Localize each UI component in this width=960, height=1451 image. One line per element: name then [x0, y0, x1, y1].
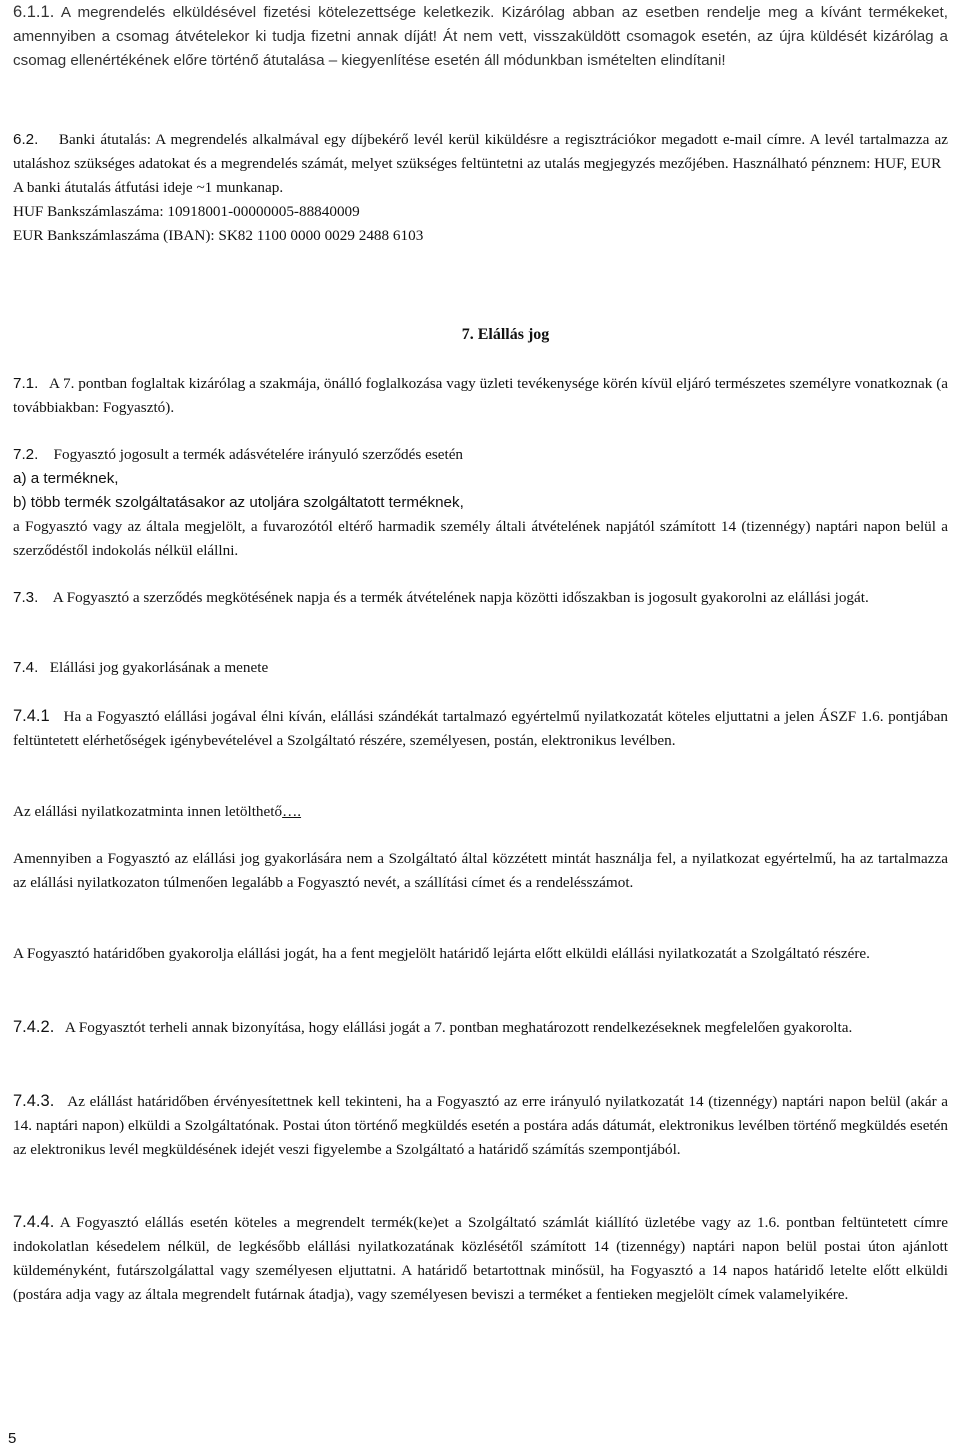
eur-account: EUR Bankszámlaszáma (IBAN): SK82 1100 0000 0029 2488 6103	[13, 227, 424, 244]
section-tail: a Fogyasztó vagy az általa megjelölt, a fuvarozótól eltérő harmadik személy általi átvételének napjától számított 14 (tizennégy) naptári napon belül a szerződéstől indokolás nélkül elállni.	[13, 518, 948, 559]
section-7-4-3	[13, 1089, 948, 1162]
list-item-a: a) a terméknek,	[13, 470, 119, 487]
list-item-b: b) több termék szolgáltatásakor az utoljára szolgáltatott terméknek,	[13, 494, 464, 511]
section-text: A Fogyasztót terheli annak bizonyítása, hogy elállási jogát a 7. pontban meghatározott rendelkezéseknek megfelelően gyakorolta.	[64, 1019, 853, 1036]
section-text: Ha a Fogyasztó elállási jogával élni kíván, elállási szándékát tartalmazó egyértelmű nyilatkozatát köteles eljuttatni a jelen ÁSZF 1.6. pontjában feltüntetett elérhetőségek igénybevételével a Szolgáltató részére, személyesen, postán, elektronikus levélben.	[13, 708, 948, 749]
section-number: 7.4.4.	[13, 1213, 55, 1231]
section-text: A 7. pontban foglaltak kizárólag a szakmája, önálló foglalkozása vagy üzleti tevékenysége körén kívül eljáró természetes személyre vonatkoznak (a továbbiakban: Fogyasztó).	[13, 375, 948, 416]
download-text: Az elállási nyilatkozatminta innen letölthető	[13, 803, 283, 820]
transfer-time: A banki átutalás átfutási ideje ~1 munkanap.	[13, 179, 284, 196]
section-7-4-4	[13, 1210, 948, 1307]
section-number: 7.4.	[13, 659, 39, 676]
download-line	[13, 800, 948, 824]
section-text: A Fogyasztó elállás esetén köteles a megrendelt termék(ke)et a Szolgáltató számlát kiállító üzletébe vagy az 1.6. pontban feltüntetett címre indokolatlan késedelem nélkül, de legkésőbb elállási nyilatkozatának közlésétől számított 14 (tizennégy) naptári napon belül postai úton ajánlott küldeményként, futárszolgálattal vagy személyesen eljuttatni. A határidő betartottnak minősül, ha Fogyasztó a 14 napos határidő letelte előtt elküldi (postára adja vagy az általa megrendelt futárnak átadja), vagy személyesen beviszi a terméket a fentieken megjelölt címek valamelyikére.	[13, 1214, 948, 1303]
section-number: 7.1.	[13, 375, 39, 392]
section-number: 7.4.1	[13, 707, 50, 725]
section-text: A Fogyasztó a szerződés megkötésének napja és a termék átvételének napja közötti időszakban is jogosult gyakorolni az elállási jogát.	[52, 589, 869, 606]
paragraph-text: A Fogyasztó határidőben gyakorolja elállási jogát, ha a fent megjelölt határidő lejárta előtt elküldi elállási nyilatkozatát a Szolgáltató részére.	[13, 945, 870, 962]
section-7-3	[13, 586, 948, 610]
section-7-4	[13, 656, 948, 680]
paragraph-template	[13, 847, 948, 895]
section-text: A megrendelés elküldésével fizetési kötelezettsége keletkezik. Kizárólag abban az esetben rendelje meg a kívánt termékeket, amennyiben a csomag átvételekor ki tudja fizetni annak díját! Át nem vett, visszaküldött csomagok esetén, az újra küldését kizárólag a csomag ellenértékének előre történő átutalása – kiegyenlítése esetén áll módunkban ismételten elindítani!	[13, 4, 948, 69]
page-number: 5	[8, 1430, 17, 1447]
download-link[interactable]: ….	[282, 803, 302, 820]
section-text: Az elállást határidőben érvényesítettnek kell tekinteni, ha a Fogyasztó az erre irányuló nyilatkozatát 14 (tizennégy) naptári napon belül (akár a 14. naptári napon) elküldi a Szolgáltatónak. Postai úton történő megküldés esetén a postára adás dátumát, elektronikus levélben történő megküldés esetén az elektronikus levél megküldésének idejét veszi figyelembe a Szolgáltató a határidő számítás szempontjából.	[13, 1093, 948, 1158]
section-number: 7.4.2.	[13, 1018, 55, 1036]
section-7-1	[13, 372, 948, 420]
paragraph-text: Amennyiben a Fogyasztó az elállási jog gyakorlására nem a Szolgáltató által közzétett mintát használja fel, a nyilatkozat egyértelmű, ha az tartalmazza az elállási nyilatkozaton túlmenően legalább a Fogyasztó nevét, a szállítási címet és a rendelésszámot.	[13, 850, 948, 891]
huf-account: HUF Bankszámlaszáma: 10918001-00000005-88840009	[13, 203, 360, 220]
section-text: Banki átutalás: A megrendelés alkalmával egy díjbekérő levél kerül kiküldésre a regisztrációkor megadott e-mail címre. A levél tartalmazza az utaláshoz szükséges adatokat és a megrendelés számát, melyet szükséges feltüntetni az utalás megjegyzés mezőjében. Használható pénznem: HUF, EUR	[13, 131, 948, 172]
section-number: 6.2.	[13, 131, 39, 148]
section-7-4-2	[13, 1015, 948, 1040]
section-text: Fogyasztó jogosult a termék adásvételére irányuló szerződés esetén	[53, 446, 464, 463]
section-number: 7.2.	[13, 446, 39, 463]
section-text: Elállási jog gyakorlásának a menete	[49, 659, 269, 676]
section-6-1-1	[13, 0, 948, 73]
section-number: 7.4.3.	[13, 1092, 55, 1110]
section-6-2	[13, 128, 948, 248]
section-7-2	[13, 443, 948, 563]
paragraph-deadline	[13, 942, 948, 966]
section-7-4-1	[13, 704, 948, 753]
section-7-title: 7. Elállás jog	[461, 326, 550, 343]
section-number: 6.1.1.	[13, 3, 55, 21]
section-number: 7.3.	[13, 589, 39, 606]
